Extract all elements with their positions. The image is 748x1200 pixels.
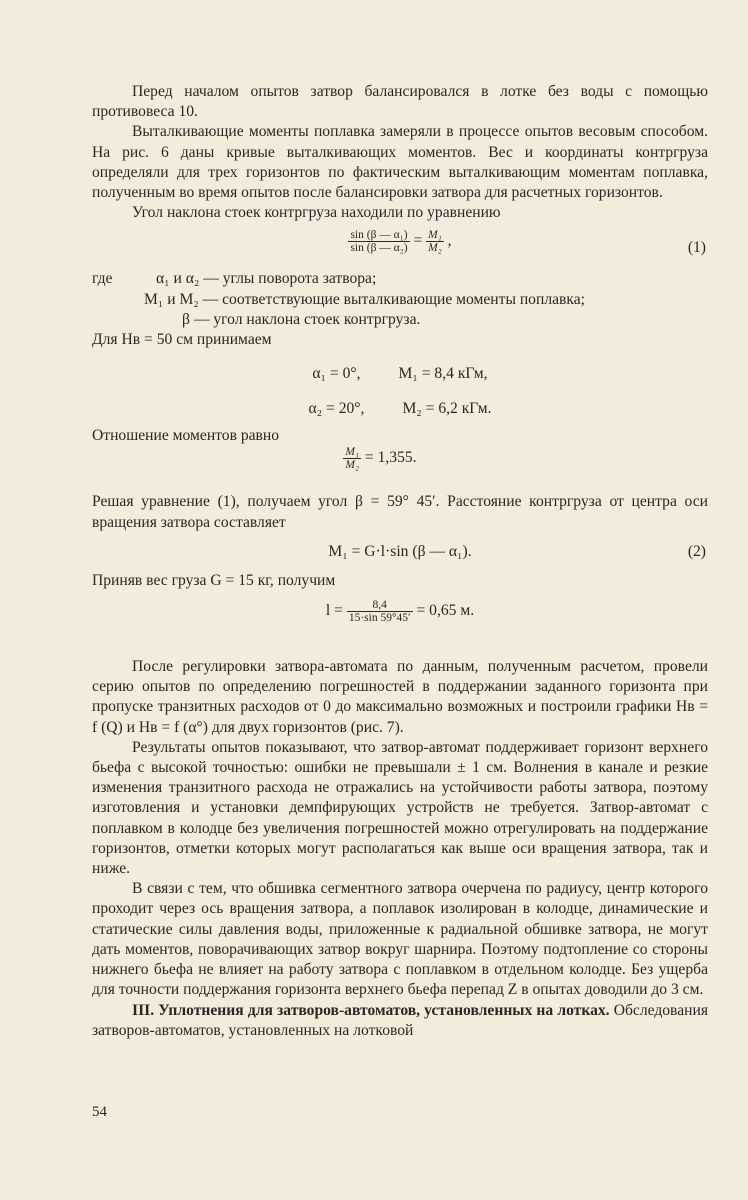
formula-3-frac bbox=[347, 599, 413, 624]
formula-1-rhs-num: M₁ bbox=[428, 229, 442, 242]
paragraph-9: Результаты опытов показывают, что затвор-автомат поддерживает горизонт верхнего бьефа с высокой точностью: ошибки не превышали ± 1 см. Волнения в канале и резкие изменения транзитного расхода не отражались на устойчивости работы затвора, поэтому изготовления и установки демпфирующих устройств не требуется. Затвор-автомат с поплавком в колодце без увеличения погрешностей можно отрегулировать на поддержание горизонтов, отметки которых могут располагаться как выше оси вращения затвора, так и ниже. bbox=[92, 738, 708, 878]
values-row-1 bbox=[92, 356, 708, 391]
formula-1-lhs-num: sin (β — α₁) bbox=[350, 229, 408, 242]
paragraph-2: Выталкивающие моменты поплавка замеряли в процессе опытов весовым способом. На рис. 6 даны кривые выталкивающих моментов. Вес и координаты контргруза определяли для трех горизонтов по фактическим выталкивающим моментам поплавка, полученным во время опытов после балансировки затвора для расчетных горизонтов. bbox=[92, 123, 708, 202]
formula-1-rhs-den: M₂ bbox=[428, 242, 442, 255]
value-alpha-1: α₁ = 0°, bbox=[312, 365, 361, 383]
paragraph-7: Приняв вес груза G = 15 кг, получим bbox=[92, 571, 336, 589]
ratio-frac bbox=[343, 446, 361, 471]
formula-2-label: (2) bbox=[687, 542, 706, 560]
formula-1-label: (1) bbox=[687, 239, 706, 257]
formula-1-lhs-den: sin (β — α₂) bbox=[350, 242, 408, 255]
formula-3-rhs: = 0,65 м. bbox=[416, 602, 475, 620]
where-label: где bbox=[92, 270, 113, 288]
formula-1: $\frac{\text{sin (β — α₁)}}{\text{sin (β — α₂)}}$ = $\frac{\text{M₁}}{\text{M₂}}$ , (1) bbox=[350, 229, 706, 257]
value-m-2: M₂ = 6,2 кГм. bbox=[402, 400, 492, 418]
formula-2 bbox=[92, 539, 708, 571]
page-number: 54 bbox=[92, 1104, 107, 1120]
value-alpha-2: α₂ = 20°, bbox=[308, 400, 365, 418]
paragraph-10: В связи с тем, что обшивка сегментного затвора очерчена по радиусу, центр которого проходит через ось вращения затвора, а поплавок изолирован в колодце, динамические и статические силы давления воды, приложенные к радиальной обшивке затвора, не могут дать моментов, поворачивающих затвор вокруг шарнира. Поэтому подтопление со стороны нижнего бьефа не влияет на работу затвора с поплавком в отдельном колодце. Без ущерба для точности поддержания горизонта верхнего бьефа перепад Z в опытах доводили до 3 см. bbox=[92, 880, 708, 999]
formula-1-tail: , bbox=[447, 232, 452, 250]
paragraph-11 bbox=[92, 1001, 708, 1041]
ratio-value: = 1,355. bbox=[364, 449, 417, 467]
values-row-2 bbox=[92, 391, 708, 426]
paragraph-5: Отношение моментов равно bbox=[92, 427, 280, 445]
paragraph-4: Для Hв = 50 см принимаем bbox=[92, 331, 272, 349]
page-body bbox=[92, 82, 708, 1041]
ratio-num: M₁ bbox=[345, 446, 359, 459]
formula-3-num: 8,4 bbox=[347, 599, 413, 612]
formula-1-lhs bbox=[348, 229, 409, 254]
formula-3-lhs: l = bbox=[325, 602, 343, 620]
where-block bbox=[92, 269, 708, 330]
where-item-1: α₁ и α₂ — углы поворота затвора; bbox=[156, 270, 377, 288]
paragraph-1: Перед началом опытов затвор балансировался в лотке без воды с помощью противовеса 10. bbox=[92, 83, 708, 121]
paragraph-6: Решая уравнение (1), получаем угол β = 59° 45′. Расстояние контргруза от центра оси вращения затвора составляет bbox=[92, 493, 708, 531]
paragraph-3: Угол наклона стоек контргруза находили по уравнению bbox=[132, 204, 501, 222]
ratio-formula bbox=[92, 446, 708, 488]
formula-3 bbox=[92, 597, 708, 647]
where-item-3: β — угол наклона стоек контргруза. bbox=[182, 310, 421, 328]
formula-1-rhs bbox=[426, 229, 444, 254]
section-heading: III. Уплотнения для затворов-автоматов, установленных на лотках. bbox=[132, 1001, 610, 1019]
paragraph-11-text: Обследования затворов-автоматов, установленных на лотковой bbox=[92, 1001, 708, 1039]
value-m-1: M₁ = 8,4 кГм, bbox=[398, 365, 488, 383]
formula-2-body: M₁ = G·l·sin (β — α₁). bbox=[328, 542, 472, 560]
paragraph-8: После регулировки затвора-автомата по данным, полученным расчетом, провели серию опытов по определению погрешностей в поддержании заданного горизонта при пропуске транзитных расходов от 0 до максимально возможных и построили графики Hв = f (Q) и Hв = f (α°) для двух горизонтов (рис. 7). bbox=[92, 658, 708, 736]
where-item-2: M₁ и M₂ — соответствующие выталкивающие моменты поплавка; bbox=[144, 290, 585, 308]
ratio-den: M₂ bbox=[345, 459, 359, 472]
formula-3-den: 15·sin 59°45′ bbox=[348, 612, 411, 625]
